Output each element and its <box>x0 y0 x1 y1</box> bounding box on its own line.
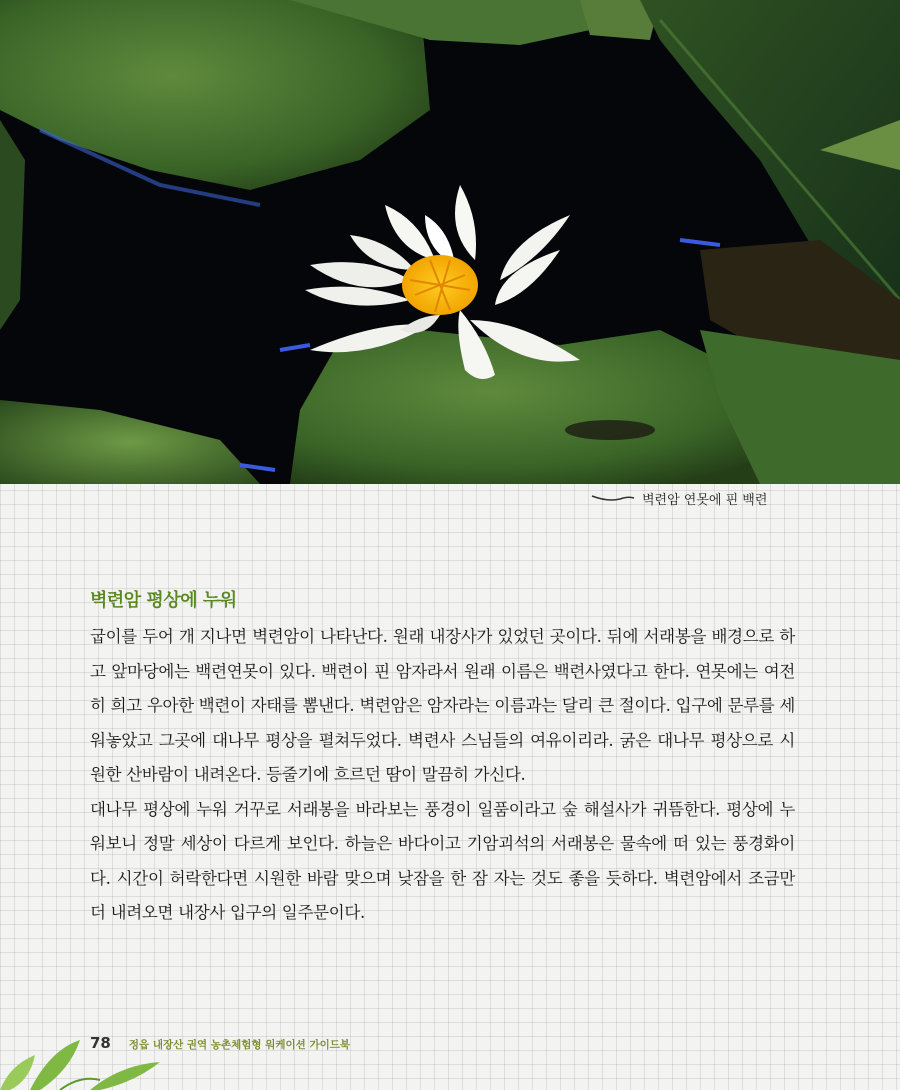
paragraph-1: 굽이를 두어 개 지나면 벽련암이 나타난다. 원래 내장사가 있었던 곳이다. 뒤에 서래봉을 배경으로 하고 앞마당에는 백련연못이 있다. 백련이 핀 암자라서 원래 이름은 백련사였다고 한다. 연못에는 여전히 희고 우아한 백련이 자태를 뽐낸다. 벽련암은 암자라는 이름과는 달리 큰 절이다. 입구에 문루를 세워놓았고 그곳에 대나무 평상을 펼쳐두었다. 벽련사 스님들의 여유이리라. 굵은 대나무 평상으로 시원한 산바람이 내려온다. 등줄기에 흐르던 땀이 말끔히 가신다. <box>90 627 795 784</box>
body-text <box>90 620 795 931</box>
photo-caption <box>590 488 767 508</box>
page-number: 78 <box>90 1034 111 1052</box>
lotus-photo <box>0 0 900 484</box>
section-heading: 벽련암 평상에 누워 <box>90 590 237 611</box>
water-lily-image <box>0 0 900 484</box>
book-title: 정읍 내장산 권역 농촌체험형 워케이션 가이드북 <box>128 1039 351 1051</box>
caption-text: 벽련암 연못에 핀 백련 <box>642 492 768 508</box>
paragraph-2: 대나무 평상에 누워 거꾸로 서래봉을 바라보는 풍경이 일품이라고 숲 해설사가 귀뜸한다. 평상에 누워보니 정말 세상이 다르게 보인다. 하늘은 바다이고 기암괴석의 서래봉은 물속에 떠 있는 풍경화이다. 시간이 허락한다면 시원한 바람 맞으며 낮잠을 한 잠 자는 것도 좋을 듯하다. 벽련암에서 조금만 더 내려오면 내장사 입구의 일주문이다. <box>90 799 795 922</box>
page-footer <box>90 1034 350 1052</box>
caption-leader-line-icon <box>590 492 636 504</box>
